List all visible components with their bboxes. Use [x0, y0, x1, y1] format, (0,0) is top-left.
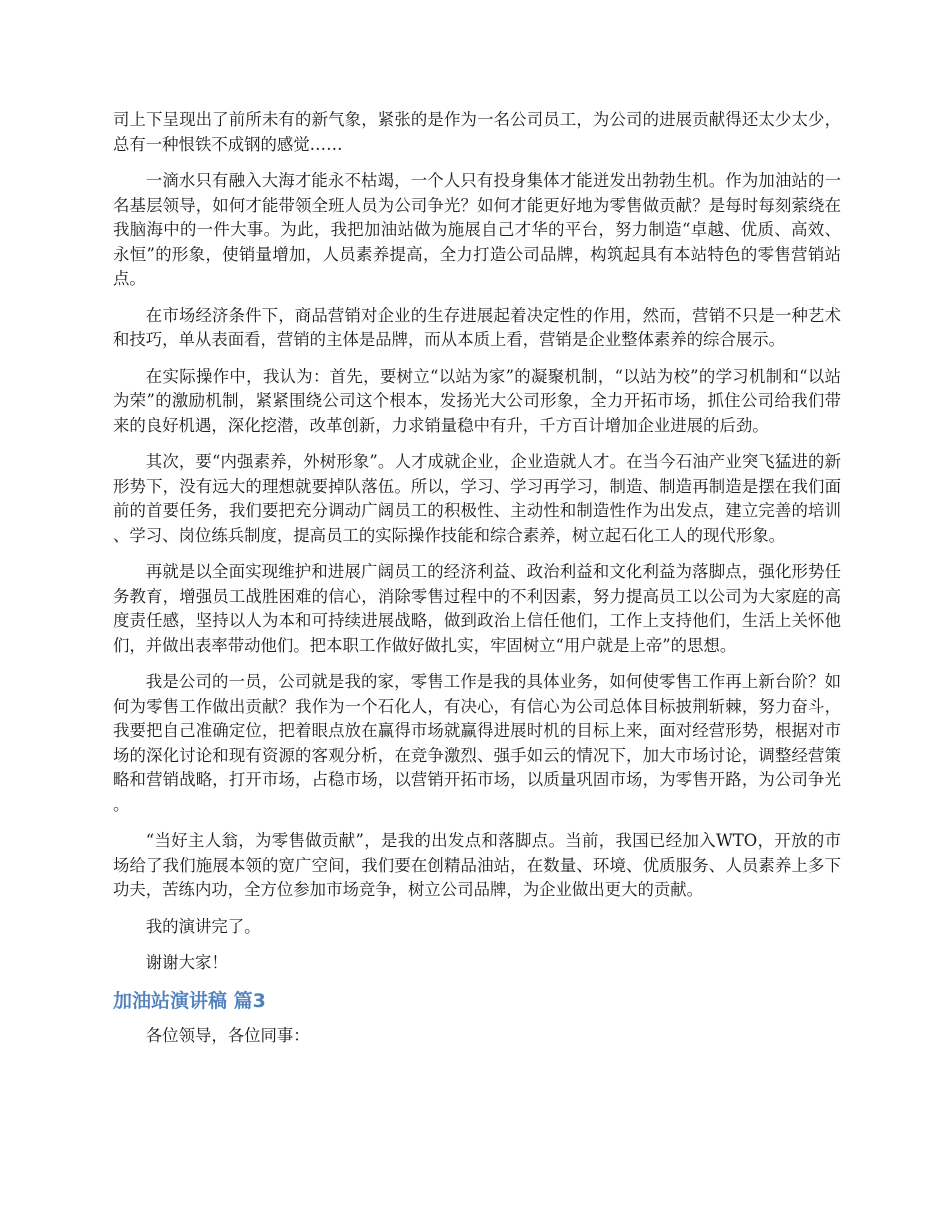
closing-line: 我的演讲完了。 — [145, 916, 261, 936]
body-paragraph: 一滴水只有融入大海才能永不枯竭，一个人只有投身集体才能迸发出勃勃生机。作为加油站的一名基层领导，如何才能带领全班人员为公司争光？如何才能更好地为零售做贡献？是每时每刻萦绕在我脑海中的一件大事。为此，我把加油站做为施展自己才华的平台，努力制造“卓越、优质、高效、永恒”的形象，使销量增加，人员素养提高，全力打造公司品牌，构筑起具有本站特色的零售营销站点。 — [113, 171, 841, 288]
body-paragraph: 我是公司的一员，公司就是我的家，零售工作是我的具体业务，如何使零售工作再上新台阶？如何为零售工作做出贡献？我作为一个石化人，有决心，有信心为公司总体目标披荆斩棘，努力奋斗，我要把自己准确定位，把着眼点放在赢得市场就赢得进展时机的目标上来，面对经营形势，根据对市场的深化讨论和现有资源的客观分析，在竞争激烈、强手如云的情况下，加大市场讨论，调整经营策略和营销战略，打开市场，占稳市场，以营销开拓市场，以质量巩固市场，为零售开路，为公司争光。 — [113, 672, 841, 814]
thanks-line: 谢谢大家！ — [145, 953, 228, 972]
salutation: 各位领导，各位同事： — [145, 1025, 310, 1045]
body-paragraph: 再就是以全面实现维护和进展广阔员工的经济利益、政治利益和文化利益为落脚点，强化形势任务教育，增强员工战胜困难的信心，消除零售过程中的不利因素，努力提高员工以公司为大家庭的高度责任感，坚持以人为本和可持续进展战略，做到政治上信任他们，工作上支持他们，生活上关怀他们，并做出表率带动他们。把本职工作做好做扎实，牢固树立“用户就是上帝”的思想。 — [113, 562, 841, 655]
body-paragraph: 司上下呈现出了前所未有的新气象，紧张的是作为一名公司员工，为公司的进展贡献得还太少太少，总有一种恨铁不成钢的感觉…… — [113, 110, 841, 154]
body-paragraph: 其次，要“内强素养，外树形象”。人才成就企业，企业造就人才。在当今石油产业突飞猛进的新形势下，没有远大的理想就要掉队落伍。所以，学习、学习再学习，制造、制造再制造是摆在我们面前的首要任务，我们要把充分调动广阔员工的积极性、主动性和制造性作为出发点，建立完善的培训、学习、岗位练兵制度，提高员工的实际操作技能和综合素养，树立起石化工人的现代形象。 — [113, 452, 841, 545]
section-heading: 加油站演讲稿 篇3 — [113, 989, 266, 1012]
body-paragraph: “当好主人翁，为零售做贡献”，是我的出发点和落脚点。当前，我国已经加入WTO，开放的市场给了我们施展本领的宽广空间，我们要在创精品油站，在数量、环境、优质服务、人员素养上多下功夫，苦练内功，全方位参加市场竞争，树立公司品牌，为企业做出更大的贡献。 — [113, 831, 841, 899]
body-paragraph: 在市场经济条件下，商品营销对企业的生存进展起着决定性的作用，然而，营销不只是一种艺术和技巧，单从表面看，营销的主体是品牌，而从本质上看，营销是企业整体素养的综合展示。 — [113, 305, 841, 349]
body-paragraph: 在实际操作中，我认为：首先，要树立“以站为家”的凝聚机制，“以站为校”的学习机制和“以站为荣”的激励机制，紧紧围绕公司这个根本，发扬光大公司形象，全力开拓市场，抓住公司给我们带来的良好机遇，深化挖潜，改革创新，力求销量稳中有升，千方百计增加企业进展的后劲。 — [113, 366, 841, 435]
document-body — [113, 108, 841, 1060]
